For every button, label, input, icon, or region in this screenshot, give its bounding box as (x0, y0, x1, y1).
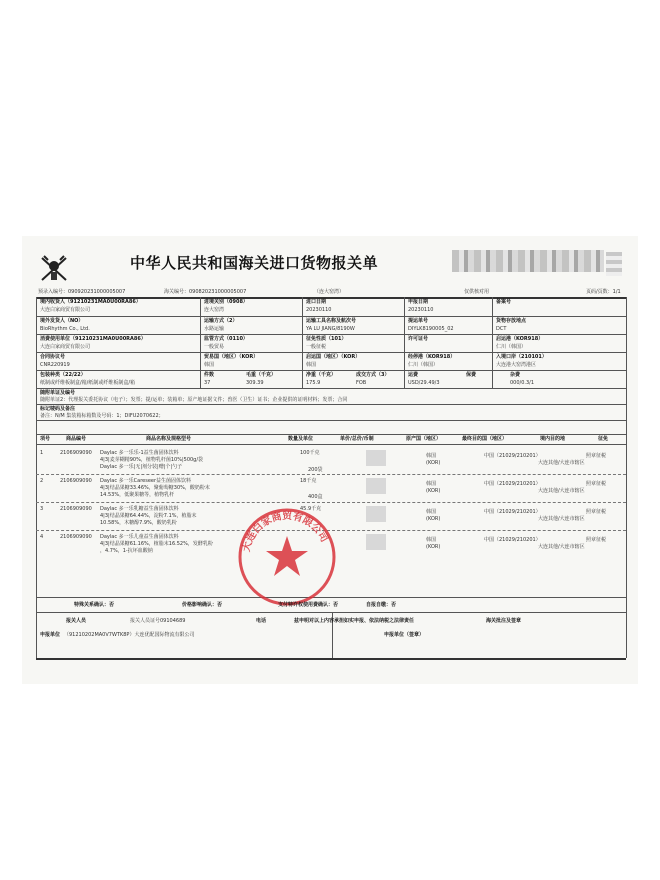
form-right-border (626, 297, 627, 658)
pieces-label: 件数 (204, 372, 215, 378)
port-tag: （连大窑湾） (314, 289, 345, 295)
goods-row-1-qty2: 200袋 (308, 467, 323, 473)
row-divider (36, 404, 626, 405)
goods-row-1-dest: 中国（21029/210201） (484, 453, 541, 459)
package-value: 纸制或纤维板制盒/箱/纸制或纤维板制盒/箱 (40, 380, 136, 386)
supervision-label: 监管方式（0110） (204, 336, 248, 342)
redacted-qr (606, 252, 622, 276)
page-title: 中华人民共和国海关进口货物报关单 (130, 254, 379, 272)
goods-col-levy: 征免 (598, 436, 609, 442)
declare-date-value: 20230110 (408, 307, 434, 313)
trade-country-value: 韩国 (204, 362, 215, 368)
dep-port-value: 仁川（韩国） (496, 344, 527, 350)
goods-col-price: 单价/总价/币制 (340, 436, 374, 442)
goods-row-1-spec2: Daylac 多一乐|无|剂分装|赠|个|勺子 (100, 464, 183, 470)
goods-row-4-levy: 照章征税 (586, 537, 607, 543)
row-divider (36, 352, 626, 353)
docs-label: 随附单证及编号 (40, 390, 76, 396)
goods-row-4-name: Daylac 多一乐儿童益生菌固体饮料 (100, 534, 179, 540)
goods-row-3-no: 3 (40, 506, 44, 512)
customs-emblem-icon (38, 252, 70, 284)
goods-col-name: 商品名称及规格型号 (146, 436, 192, 442)
goods-row-3-name: Daylac 多一乐乳糖益生菌固体饮料 (100, 506, 179, 512)
freight-label: 运费 (408, 372, 419, 378)
royalty-confirm: 支付特许权使用费确认：否 (278, 602, 339, 608)
row-divider (36, 388, 626, 389)
import-date-label: 进口日期 (306, 299, 327, 305)
goods-row-1-spec: 4|3|麦芽糊精90%，植物乳杆菌10%|500g/袋 (100, 457, 204, 463)
goods-row-2-no: 2 (40, 478, 44, 484)
goods-col-dest: 最终目的国（地区） (462, 436, 508, 442)
levy-label: 征免性质（101） (306, 336, 347, 342)
row-divider (36, 316, 626, 317)
company-seal (236, 506, 338, 608)
goods-row-2-levy: 照章征税 (586, 481, 607, 487)
declare-unit-value: （91210202MA0V7WTK8P）大连优配国际物流有限公司 (64, 632, 195, 638)
goods-row-3-dest: 中国（21029/210201） (484, 509, 541, 515)
goods-row-divider (36, 502, 626, 503)
goods-row-4-code: 2106909090 (60, 534, 92, 540)
goods-row-2-name: Daylac 多一乐Careseer益生菌固体饮料 (100, 478, 192, 484)
consignee-value: 大连白家商贸有限公司 (40, 307, 91, 313)
transport-tool-label: 运输工具名称及航次号 (306, 318, 357, 324)
stock-value: DCT (496, 326, 507, 332)
goods-row-3-levy: 照章征税 (586, 509, 607, 515)
customs-remark: 海关批注及签章 (486, 618, 522, 624)
goods-row-3-code: 2106909090 (60, 506, 92, 512)
row-divider (36, 370, 626, 371)
goods-row-1-qty: 100千克 (300, 450, 320, 456)
entry-port-value: 连大窑湾 (204, 307, 225, 313)
dep-port-label: 启运港（KOR918） (496, 336, 544, 342)
redacted-price (366, 478, 386, 494)
row-divider (36, 434, 626, 435)
goods-row-2-dest: 中国（21029/210201） (484, 481, 541, 487)
transport-mode-label: 运输方式（2） (204, 318, 238, 324)
transport-mode-value: 水路运输 (204, 326, 225, 332)
goods-row-2-qty: 18千克 (300, 478, 317, 484)
gross-label: 毛重（千克） (246, 372, 277, 378)
goods-row-3-origin-code: (KOR) (426, 516, 441, 522)
col-divider (492, 297, 493, 388)
goods-row-3-qty: 45.9千克 (300, 506, 322, 512)
entry-port-label: 进境关别（0908） (204, 299, 248, 305)
goods-row-1-no: 1 (40, 450, 44, 456)
col-divider (302, 297, 303, 388)
special-relation: 特殊关系确认：否 (74, 602, 115, 608)
goods-row-4-place: 大连其他/大连市辖区 (538, 544, 585, 550)
goods-row-2-code: 2106909090 (60, 478, 92, 484)
row-divider (36, 334, 626, 335)
goods-row-1-levy: 照章征税 (586, 453, 607, 459)
declare-statement: 兹申明对以上内容承担如实申报、依法纳税之法律责任 (294, 618, 415, 624)
goods-row-4-origin: 韩国 (426, 537, 437, 543)
user-label: 消费使用单位（91210231MA0U00RA86） (40, 336, 146, 342)
record-label: 备案号 (496, 299, 512, 305)
declarant-label: 报关人员 (66, 618, 87, 624)
form-bottom-border (36, 658, 626, 660)
page-count: 页码/页数：1/1 (586, 289, 621, 295)
contract-label: 合同协议号 (40, 354, 66, 360)
goods-row-3-spec2: 10.58%，木糖醇7.9%，酸奶乳粉 (100, 520, 177, 526)
via-port-label: 经停港（KOR918） (408, 354, 456, 360)
marks-label: 标记唛码及备注 (40, 406, 76, 412)
col-divider (200, 297, 201, 388)
origin-country-label: 启运国（地区）（KOR） (306, 354, 361, 360)
customs-number: 海关编号：090820231000005007 (164, 289, 247, 295)
goods-row-4-no: 4 (40, 534, 44, 540)
supervision-value: 一般贸易 (204, 344, 225, 350)
declare-unit-label: 申报单位 (40, 632, 61, 638)
goods-col-qty: 数量及单位 (288, 436, 314, 442)
origin-country-value: 韩国 (306, 362, 317, 368)
goods-col-code: 商品编号 (66, 436, 87, 442)
deal-value: FOB (356, 380, 367, 386)
goods-row-2-spec2: 14.53%，低聚果糖等，植物乳杆 (100, 492, 175, 498)
goods-row-2-spec: 4|3|结晶果糖33.46%，聚葡萄糖30%，酸奶粉末 (100, 485, 210, 491)
goods-row-1-origin-code: (KOR) (426, 460, 441, 466)
freight-value: USD/29.49/3 (408, 380, 440, 386)
net-value: 175.9 (306, 380, 321, 386)
misc-value: 000/0.3/1 (510, 380, 535, 386)
self-declare: 自报自缴：否 (366, 602, 397, 608)
entry-place-label: 入境口岸（210101） (496, 354, 547, 360)
goods-row-4-spec2: ，4.7%，1-抗坏血酸钠 (100, 548, 153, 554)
goods-col-place: 境内目的地 (540, 436, 566, 442)
net-label: 净重（千克） (306, 372, 337, 378)
insurance-label: 保费 (466, 372, 477, 378)
docs-line: 随附单证2：代理报关委托协议（电子）；发票；提/运单；装箱单；原产地证据文件；兽医（卫生）证书；企业提供的证明材料；发票；合同 (40, 397, 348, 403)
deal-label: 成交方式（3） (356, 372, 390, 378)
goods-row-1-origin: 韩国 (426, 453, 437, 459)
goods-row-2-origin-code: (KOR) (426, 488, 441, 494)
package-label: 包装种类（22/22） (40, 372, 86, 378)
goods-row-4-dest: 中国（21029/210201） (484, 537, 541, 543)
form-left-border (36, 297, 37, 658)
declare-unit-seal: 申报单位（签章） (384, 632, 425, 638)
entry-place-value: 大连港大窑湾港区 (496, 362, 537, 368)
for-approval-note: 仅供核对用 (464, 289, 490, 295)
shipper-value: BioRhythm Co., Ltd. (40, 326, 90, 332)
row-divider (36, 420, 626, 421)
footer-divider (36, 612, 626, 613)
goods-row-2-qty2: 400盒 (308, 494, 323, 500)
pieces-value: 37 (204, 380, 211, 386)
seal-text: 大连白家商贸有限公司 (241, 510, 330, 553)
transport-tool-value: YA LU JIANG/8190W (306, 326, 355, 332)
phone-label: 电话 (256, 618, 267, 624)
goods-row-divider (36, 474, 626, 475)
goods-col-no: 项号 (40, 436, 51, 442)
goods-row-2-origin: 韩国 (426, 481, 437, 487)
import-date-value: 20230110 (306, 307, 332, 313)
goods-row-3-spec: 4|3|结晶果糖64.44%，淀粉7.1%，植脂末 (100, 513, 197, 519)
goods-col-origin: 原产国（地区） (406, 436, 442, 442)
stock-label: 货物存放地点 (496, 318, 527, 324)
gross-value: 309.39 (246, 380, 264, 386)
goods-row-4-origin-code: (KOR) (426, 544, 441, 550)
goods-row-2-place: 大连其他/大连市辖区 (538, 488, 585, 494)
license-label: 许可证号 (408, 336, 429, 342)
bl-label: 提运单号 (408, 318, 429, 324)
goods-row-1-place: 大连其他/大连市辖区 (538, 460, 585, 466)
levy-value: 一般征税 (306, 344, 327, 350)
contract-value: CNR220919 (40, 362, 70, 368)
pre-entry-number: 预录入编号：090920231000005007 (38, 289, 126, 295)
price-impact: 价格影响确认：否 (182, 602, 223, 608)
declare-date-label: 申报日期 (408, 299, 429, 305)
bl-value: DIYLK8190005_02 (408, 326, 454, 332)
goods-header-divider (36, 444, 626, 445)
redacted-price (366, 450, 386, 466)
declarant-cert: 报关人员证号09104689 (130, 618, 186, 624)
goods-row-1-code: 2106909090 (60, 450, 92, 456)
redacted-price (366, 506, 386, 522)
trade-country-label: 贸易国（地区）（KOR） (204, 354, 259, 360)
col-divider (404, 297, 405, 388)
marks-line: 备注：N/M 集装箱标箱数及号码：1；DIFU2070622； (40, 413, 164, 419)
goods-row-1-name: Daylac 多一乐乐-1益生菌固体饮料 (100, 450, 179, 456)
via-port-value: 仁川（韩国） (408, 362, 439, 368)
consignee-label: 境内收货人（91210231MA0U00RA86） (40, 299, 141, 305)
misc-label: 杂费 (510, 372, 521, 378)
goods-row-3-place: 大连其他/大连市辖区 (538, 516, 585, 522)
user-value: 大连白家商贸有限公司 (40, 344, 91, 350)
redacted-number (452, 250, 604, 272)
redacted-price (366, 534, 386, 550)
shipper-label: 境外发货人（NO） (40, 318, 84, 324)
goods-row-4-spec: 4|3|结晶果糖61.16%，植脂末16.52%，发酵乳粉 (100, 541, 213, 547)
goods-row-3-origin: 韩国 (426, 509, 437, 515)
